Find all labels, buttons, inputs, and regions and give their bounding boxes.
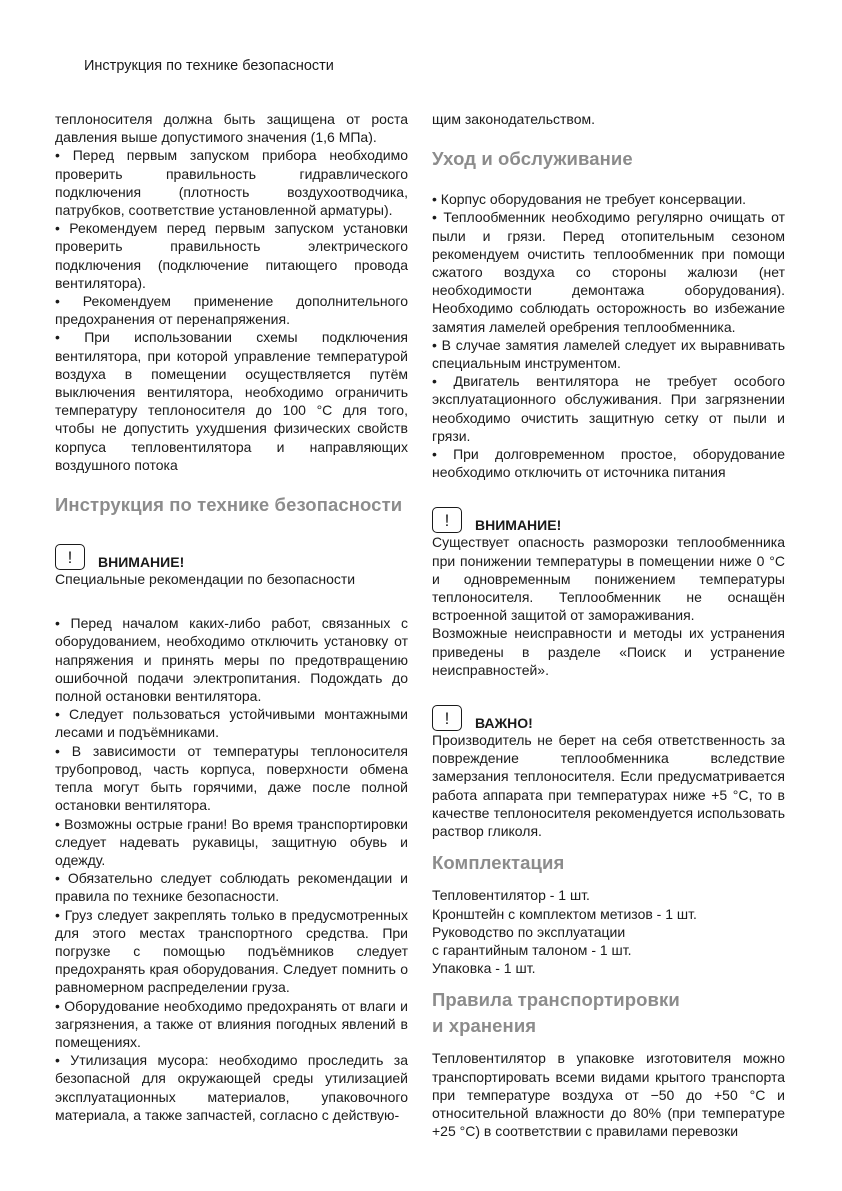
warning-callout <box>432 507 785 533</box>
important-text: Производитель не берет на себя ответственность за повреждение теплообменника вследствие замерзания теплоносителя. Если предусматривается работа аппарата при температурах ниже +5 °С, то в качестве теплоносителя рекомендуется использовать раствор гликоля. <box>432 732 785 840</box>
warning-title: ВНИМАНИЕ! <box>475 517 562 534</box>
section-title-safety: Инструкция по технике безопасности <box>55 494 403 516</box>
kit-item: Тепловентилятор - 1 шт. <box>432 887 590 904</box>
section-title-transport-line2: и хранения <box>432 1015 537 1037</box>
exclamation-icon: ! <box>432 507 462 533</box>
warning-text: Возможные неисправности и методы их устранения приведены в разделе «Поиск и устранение неисправностей». <box>432 625 785 678</box>
list-item: • Корпус оборудования не требует консервации. <box>432 191 747 208</box>
right-column <box>432 110 785 1140</box>
list-item: • Возможны острые грани! Во время транспортировки следует надевать рукавицы, защитную обувь и одежду. <box>55 815 408 868</box>
kit-item: Кронштейн с комплектом метизов - 1 шт. <box>432 905 697 922</box>
exclamation-icon: ! <box>432 705 462 731</box>
list-item: • В случае замятия ламелей следует их выравнивать специальным инструментом. <box>432 336 785 372</box>
section-title-kit: Комплектация <box>432 852 565 874</box>
warning-callout <box>55 544 408 570</box>
list-item: • Следует пользоваться устойчивыми монтажными лесами и подъёмниками. <box>55 706 408 741</box>
important-title: ВАЖНО! <box>475 715 533 732</box>
kit-item: с гарантийным талоном - 1 шт. <box>432 941 632 958</box>
list-item: • Рекомендуем перед первым запуском установки проверить правильность электрического подключения (подключение питающего провода вентилятора). <box>55 220 408 291</box>
list-item: • Рекомендуем применение дополнительного предохранения от перенапряжения. <box>55 293 408 328</box>
paragraph: Тепловентилятор в упаковке изготовителя можно транспортировать всеми видами крытого транспорта при температуре воздуха от −50 до +50 °С и относительной влажности до 80% (при температуре +25 °С) в соответствии с правилами перевозки <box>432 1050 785 1140</box>
list-item: • Обязательно следует соблюдать рекомендации и правила по технике безопасности. <box>55 870 408 905</box>
left-column <box>55 110 408 1124</box>
kit-item: Руководство по эксплуатации <box>432 923 626 940</box>
list-item: • Груз следует закреплять только в предусмотренных для этого местах транспортного средства. При погрузке с помощью подъёмников следует предохранять края оборудования. Следует помнить о равномерном распределении груза. <box>55 906 408 996</box>
section-title-maintenance: Уход и обслуживание <box>432 148 633 170</box>
paragraph: теплоносителя должна быть защищена от роста давления выше допустимого значения (1,6 МПа). <box>55 111 408 146</box>
kit-item: Упаковка - 1 шт. <box>432 960 536 977</box>
list-item: • Теплообменник необходимо регулярно очищать от пыли и грязи. Перед отопительным сезоном рекомендуем очистить теплообменник при помощи сжатого воздуха со стороны жалюзи (нет необходимости демонтажа оборудования). Необходимо соблюдать осторожность во избежание замятия ламелей оребрения теплообменника. <box>432 209 785 335</box>
list-item: • Перед началом каких-либо работ, связанных с оборудованием, необходимо отключить установку от напряжения и принять меры по предотвращению ошибочной подачи электропитания. Подождать до полной остановки вентилятора. <box>55 615 408 705</box>
warning-text: Специальные рекомендации по безопасности <box>55 571 356 588</box>
important-callout <box>432 705 785 731</box>
list-item: • При долговременном простое, оборудование необходимо отключить от источника питания <box>432 446 785 481</box>
list-item: • Двигатель вентилятора не требует особого эксплуатационного обслуживания. При загрязнении необходимо очистить защитную сетку от пыли и грязи. <box>432 373 785 444</box>
exclamation-icon: ! <box>55 544 85 570</box>
list-item: • Перед первым запуском прибора необходимо проверить правильность гидравлического подключения (плотность воздухоотводчика, патрубков, соответствие установленной арматуры). <box>55 147 408 219</box>
paragraph: щим законодательством. <box>432 111 596 127</box>
list-item: • Оборудование необходимо предохранять от влаги и загрязнения, а также от влияния погодных явлений в помещениях. <box>55 997 408 1050</box>
running-header: Инструкция по технике безопасности <box>84 58 334 74</box>
warning-title: ВНИМАНИЕ! <box>98 554 185 571</box>
list-item: • При использовании схемы подключения вентилятора, при которой управление температурой воздуха в помещении осуществляется путём выключения вентилятора, необходимо ограничить температуру теплоносителя до 100 °С для того, чтобы не допустить ухудшения физических свойств корпуса тепловентилятора и направляющих воздушного потока <box>55 329 408 473</box>
list-item: • Утилизация мусора: необходимо проследить за безопасной для окружающей среды утилизацией эксплуатационных материалов, упаковочного материала, а также запчастей, согласно с действую- <box>55 1052 408 1123</box>
list-item: • В зависимости от температуры теплоносителя трубопровод, часть корпуса, поверхности обмена тепла могут быть горячими, даже после полной остановки вентилятора. <box>55 742 408 814</box>
warning-text: Существует опасность разморозки теплообменника при понижении температуры в помещении ниже 0 °С и одновременным понижением температуры теплоносителя. Теплообменник не оснащён встроенной защитой от замораживания. <box>432 534 785 624</box>
section-title-transport: Правила транспортировки <box>432 989 680 1011</box>
